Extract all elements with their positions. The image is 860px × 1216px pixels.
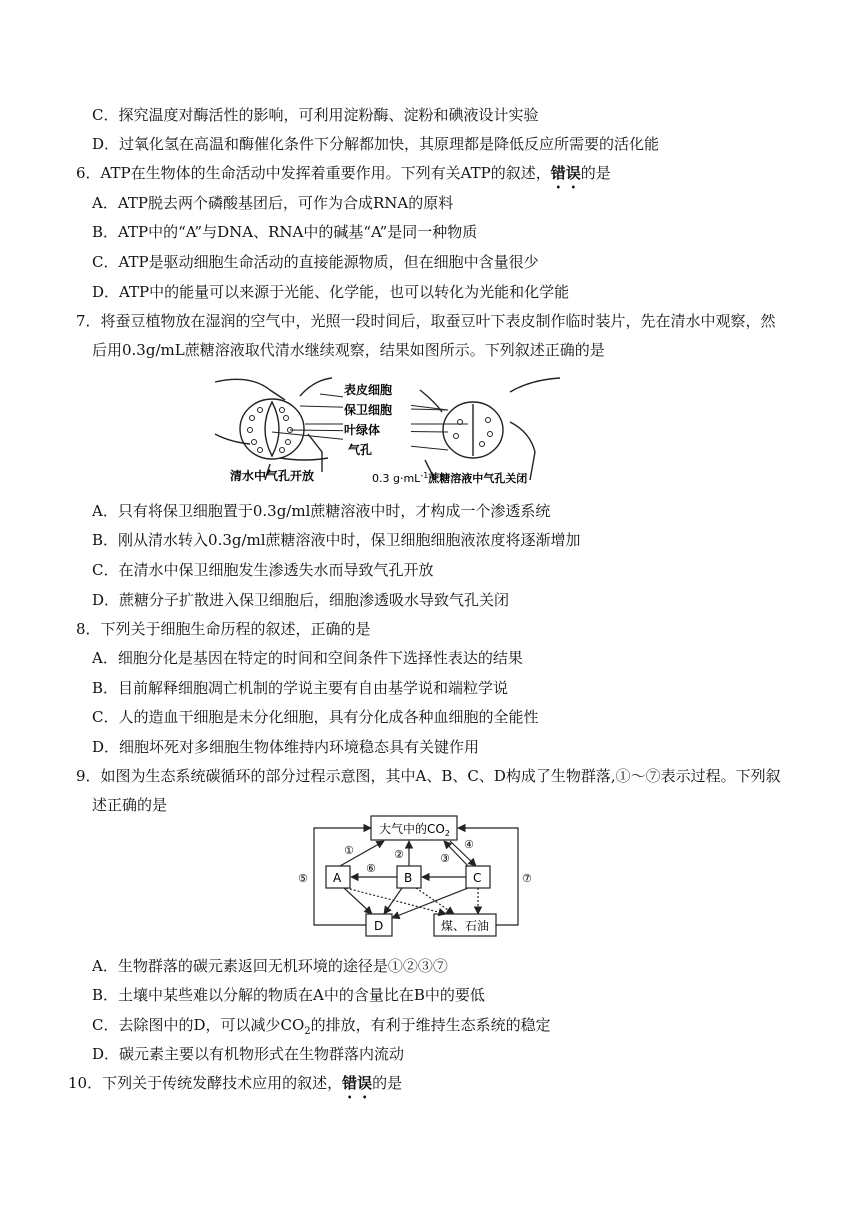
q6-option-b: B．ATP中的“A”与DNA、RNA中的碱基“A”是同一种物质 xyxy=(92,223,478,241)
caption-closed: 0.3 $g\cdot mL^{-1}$蔗糖溶液中气孔关闭 xyxy=(372,471,528,485)
label-chloroplast: 叶绿体 xyxy=(344,423,381,437)
node-c-label: C xyxy=(473,871,482,885)
q9-option-c: C．去除图中的D，可以减少$CO_2$的排放，有利于维持生态系统的稳定 xyxy=(92,1016,551,1037)
process-2: ② xyxy=(394,848,404,861)
q9-stem-line1: 9．如图为生态系统碳循环的部分过程示意图，其中A、B、C、D构成了生物群落,①～⑦表示过程。下列叙 xyxy=(76,767,781,785)
q6-stem-text: 6．ATP在生物体的生命活动中发挥着重要作用。下列有关ATP的叙述， xyxy=(76,164,551,182)
q8-option-d: D．细胞坏死对多细胞生物体维持内环境稳态具有关键作用 xyxy=(92,738,480,756)
q8-stem: 8．下列关于细胞生命历程的叙述，正确的是 xyxy=(76,620,371,638)
q9-option-d: D．碳元素主要以有机物形式在生物群落内流动 xyxy=(92,1045,405,1063)
q9-stem-line2: 述正确的是 xyxy=(92,796,168,814)
q7-option-d: D．蔗糖分子扩散进入保卫细胞后，细胞渗透吸水导致气孔关闭 xyxy=(92,591,510,609)
label-stoma: 气孔 xyxy=(348,443,373,457)
q6-option-a: A．ATP脱去两个磷酸基团后，可作为合成RNA的原料 xyxy=(92,194,454,212)
process-1: ① xyxy=(344,844,354,857)
q9-option-b: B．土壤中某些难以分解的物质在A中的含量比在B中的要低 xyxy=(92,986,485,1004)
q10-stem-end: 的是 xyxy=(372,1074,403,1092)
q7-option-b: B．刚从清水转入0.3g/ml蔗糖溶液中时，保卫细胞细胞液浓度将逐渐增加 xyxy=(92,531,581,549)
q8-option-a: A．细胞分化是基因在特定的时间和空间条件下选择性表达的结果 xyxy=(92,649,523,667)
q6-option-c: C．ATP是驱动细胞生命活动的直接能源物质，但在细胞中含量很少 xyxy=(92,253,539,271)
q9-option-a: A．生物群落的碳元素返回无机环境的途径是①②③⑦ xyxy=(92,957,448,975)
q10-stem-text: 10．下列关于传统发酵技术应用的叙述， xyxy=(68,1074,343,1092)
process-3: ③ xyxy=(440,852,450,865)
q6-stem-end: 的是 xyxy=(580,164,611,182)
carbon-cycle-diagram xyxy=(296,808,536,944)
q7-option-c: C．在清水中保卫细胞发生渗透失水而导致气孔开放 xyxy=(92,561,434,579)
q8-option-c: C．人的造血干细胞是未分化细胞，具有分化成各种血细胞的全能性 xyxy=(92,708,539,726)
q6-emphasis: 错误 xyxy=(550,164,581,182)
q7-stem-line2: 后用0.3g/mL蔗糖溶液取代清水继续观察，结果如图所示。下列叙述正确的是 xyxy=(92,341,605,359)
q7-option-a: A．只有将保卫细胞置于0.3g/ml蔗糖溶液中时，才构成一个渗透系统 xyxy=(92,502,551,520)
stomata-figure xyxy=(210,372,570,492)
q6-option-d: D．ATP中的能量可以来源于光能、化学能，也可以转化为光能和化学能 xyxy=(92,283,570,301)
q7-stem-line1: 7．将蚕豆植物放在湿润的空气中，光照一段时间后，取蚕豆叶下表皮制作临时装片，先在清水中观察，然 xyxy=(76,312,776,330)
q5-option-c: C．探究温度对酶活性的影响，可利用淀粉酶、淀粉和碘液设计实验 xyxy=(92,106,539,124)
node-b-label: B xyxy=(404,871,413,885)
label-guard-cell: 保卫细胞 xyxy=(344,403,393,417)
fossil-fuel-label: 煤、石油 xyxy=(441,919,490,933)
label-epidermis: 表皮细胞 xyxy=(344,383,393,397)
node-d-label: D xyxy=(374,919,384,933)
caption-open: 清水中气孔开放 xyxy=(230,469,315,483)
process-7: ⑦ xyxy=(522,872,532,885)
node-a-label: A xyxy=(333,871,342,885)
q10-emphasis: 错误 xyxy=(342,1074,373,1092)
q6-stem xyxy=(76,163,611,192)
process-5: ⑤ xyxy=(298,872,308,885)
q10-stem xyxy=(68,1073,402,1102)
atmosphere-co2-label: 大气中的$CO_2$ xyxy=(379,822,450,838)
q5-option-d: D．过氧化氢在高温和酶催化条件下分解都加快，其原理都是降低反应所需要的活化能 xyxy=(92,135,660,153)
process-4: ④ xyxy=(464,838,474,851)
q8-option-b: B．目前解释细胞凋亡机制的学说主要有自由基学说和端粒学说 xyxy=(92,679,509,697)
process-6: ⑥ xyxy=(366,862,376,875)
